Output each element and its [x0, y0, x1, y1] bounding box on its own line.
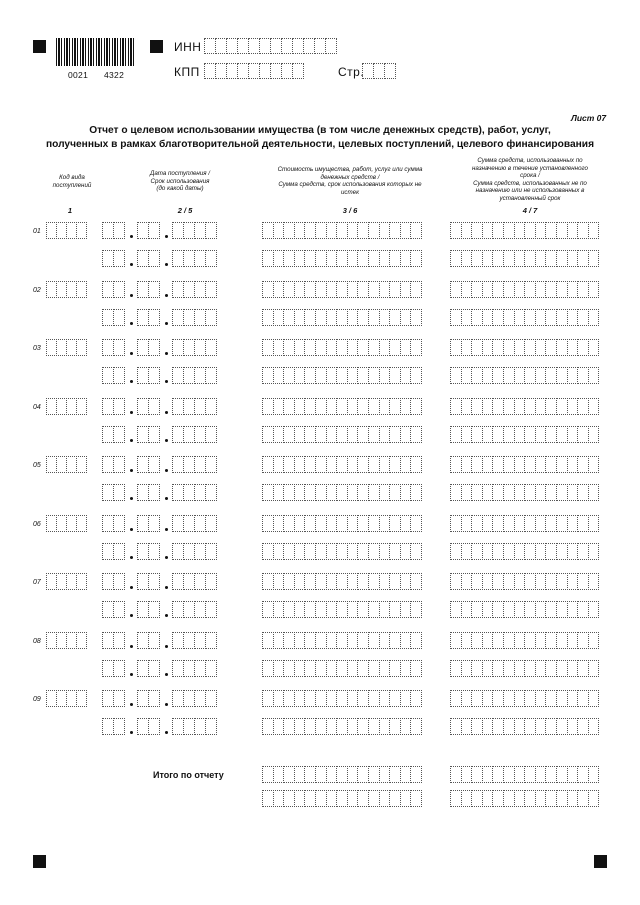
comb-cell[interactable]	[113, 660, 125, 677]
amount-field-col3[interactable]	[262, 632, 421, 649]
date-separator-dot	[165, 731, 168, 734]
comb-cell[interactable]	[148, 367, 160, 384]
date-day-field[interactable]	[102, 309, 124, 326]
comb-cell[interactable]	[588, 543, 600, 560]
amount-field-col4[interactable]	[450, 309, 598, 326]
comb-cell[interactable]	[410, 515, 422, 532]
comb-cell[interactable]	[410, 426, 422, 443]
column-number-3: 3 / 6	[342, 206, 358, 215]
total-label: Итого по отчету	[153, 770, 224, 780]
date-separator-dot	[165, 673, 168, 676]
amount-field-col3[interactable]	[262, 690, 421, 707]
comb-cell[interactable]	[588, 484, 600, 501]
amount-field-col4[interactable]	[450, 718, 598, 735]
date-month-field[interactable]	[137, 543, 159, 560]
amount-field-col3[interactable]	[262, 339, 421, 356]
column-number-4: 4 / 7	[522, 206, 538, 215]
date-month-field[interactable]	[137, 601, 159, 618]
date-month-field[interactable]	[137, 690, 159, 707]
date-day-field[interactable]	[102, 632, 124, 649]
amount-field-col3[interactable]	[262, 543, 421, 560]
comb-cell[interactable]	[410, 367, 422, 384]
sheet-title-line-1: Отчет о целевом использовании имущества (в том числе денежных средств), работ, услуг,	[89, 125, 551, 136]
comb-cell[interactable]	[113, 398, 125, 415]
date-separator-dot	[130, 469, 133, 472]
date-year-field[interactable]	[172, 367, 216, 384]
column-header-3: Стоимость имущества, работ, услуг или сумма денежных средств / Сумма средств, срок использования которых не истек	[277, 166, 423, 196]
date-day-field[interactable]	[102, 281, 124, 298]
amount-field-col3[interactable]	[262, 515, 421, 532]
comb-cell[interactable]	[410, 690, 422, 707]
amount-field-col4[interactable]	[450, 339, 598, 356]
amount-field-col3[interactable]	[262, 222, 421, 239]
comb-cell[interactable]	[148, 573, 160, 590]
date-separator-dot	[130, 528, 133, 531]
date-year-field[interactable]	[172, 632, 216, 649]
date-month-field[interactable]	[137, 632, 159, 649]
column-number-2: 2 / 5	[177, 206, 193, 215]
comb-cell[interactable]	[113, 309, 125, 326]
comb-cell[interactable]	[588, 601, 600, 618]
date-year-field[interactable]	[172, 339, 216, 356]
comb-cell[interactable]	[205, 515, 217, 532]
amount-field-col3[interactable]	[262, 484, 421, 501]
comb-cell[interactable]	[148, 339, 160, 356]
comb-cell[interactable]	[148, 398, 160, 415]
date-day-field[interactable]	[102, 222, 124, 239]
inn-label: ИНН	[174, 40, 202, 54]
date-day-field[interactable]	[102, 339, 124, 356]
comb-cell[interactable]	[205, 632, 217, 649]
comb-cell[interactable]	[205, 426, 217, 443]
date-month-field[interactable]	[137, 515, 159, 532]
date-day-field[interactable]	[102, 515, 124, 532]
comb-cell[interactable]	[148, 660, 160, 677]
date-month-field[interactable]	[137, 309, 159, 326]
comb-cell[interactable]	[113, 281, 125, 298]
date-year-field[interactable]	[172, 573, 216, 590]
date-day-field[interactable]	[102, 456, 124, 473]
comb-cell[interactable]	[588, 718, 600, 735]
comb-cell[interactable]	[148, 601, 160, 618]
comb-cell[interactable]	[76, 398, 87, 415]
comb-cell[interactable]	[588, 660, 600, 677]
comb-cell[interactable]	[205, 543, 217, 560]
comb-cell[interactable]	[148, 632, 160, 649]
row-number-06: 06	[33, 520, 41, 528]
comb-cell[interactable]	[588, 339, 600, 356]
comb-cell[interactable]	[205, 690, 217, 707]
comb-cell[interactable]	[410, 660, 422, 677]
income-code-field-07[interactable]	[46, 573, 86, 590]
column-header-2: Дата поступления / Срок использования (до какой даты)	[149, 170, 211, 192]
comb-cell[interactable]	[384, 63, 396, 79]
comb-cell[interactable]	[588, 281, 600, 298]
date-month-field[interactable]	[137, 398, 159, 415]
row-number-09: 09	[33, 696, 41, 703]
date-separator-dot	[165, 235, 168, 238]
income-code-field-03[interactable]	[46, 339, 86, 356]
comb-cell[interactable]	[148, 484, 160, 501]
comb-cell[interactable]	[76, 573, 87, 590]
row-number-04: 04	[33, 403, 41, 411]
date-separator-dot	[165, 380, 168, 383]
sheet-title-line-2: полученных в рамках благотворительной деятельности, целевых поступлений, целевого финансирования	[45, 138, 595, 150]
comb-cell[interactable]	[410, 718, 422, 735]
comb-cell[interactable]	[410, 766, 422, 783]
comb-cell[interactable]	[148, 543, 160, 560]
date-day-field[interactable]	[102, 426, 124, 443]
comb-cell[interactable]	[76, 222, 87, 239]
comb-cell[interactable]	[205, 398, 217, 415]
sheet-title	[20, 124, 620, 151]
corner-marker-top-left	[33, 40, 46, 53]
comb-cell[interactable]	[148, 309, 160, 326]
comb-cell[interactable]	[113, 632, 125, 649]
date-year-field[interactable]	[172, 250, 216, 267]
comb-cell[interactable]	[588, 456, 600, 473]
comb-cell[interactable]	[588, 222, 600, 239]
amount-field-col3[interactable]	[262, 426, 421, 443]
page-number-field[interactable]	[362, 63, 395, 79]
date-separator-dot	[130, 439, 133, 442]
comb-cell[interactable]	[588, 398, 600, 415]
date-day-field[interactable]	[102, 398, 124, 415]
date-separator-dot	[165, 439, 168, 442]
amount-field-col3[interactable]	[262, 281, 421, 298]
row-number-07: 07	[33, 579, 41, 586]
comb-cell[interactable]	[76, 632, 87, 649]
comb-cell[interactable]	[113, 456, 125, 473]
comb-cell[interactable]	[113, 718, 125, 735]
comb-cell[interactable]	[113, 426, 125, 443]
date-day-field[interactable]	[102, 601, 124, 618]
total-amount-col3[interactable]	[262, 766, 421, 783]
comb-cell[interactable]	[588, 766, 600, 783]
comb-cell[interactable]	[588, 632, 600, 649]
comb-cell[interactable]	[205, 250, 217, 267]
row-number-03: 03	[33, 345, 41, 352]
income-code-field-02[interactable]	[46, 281, 86, 298]
date-separator-dot	[165, 528, 168, 531]
date-separator-dot	[130, 263, 133, 266]
amount-field-col3[interactable]	[262, 398, 421, 415]
date-month-field[interactable]	[137, 660, 159, 677]
income-code-field-04[interactable]	[46, 398, 86, 415]
date-day-field[interactable]	[102, 718, 124, 735]
comb-cell[interactable]	[148, 690, 160, 707]
amount-field-col3[interactable]	[262, 456, 421, 473]
comb-cell[interactable]	[410, 543, 422, 560]
date-separator-dot	[130, 614, 133, 617]
amount-field-col4[interactable]	[450, 484, 598, 501]
date-year-field[interactable]	[172, 690, 216, 707]
date-year-field[interactable]	[172, 426, 216, 443]
comb-cell[interactable]	[205, 367, 217, 384]
date-month-field[interactable]	[137, 367, 159, 384]
comb-cell[interactable]	[205, 281, 217, 298]
barcode-number-right: 4322	[104, 70, 125, 80]
date-day-field[interactable]	[102, 660, 124, 677]
date-month-field[interactable]	[137, 250, 159, 267]
comb-cell[interactable]	[76, 339, 87, 356]
date-month-field[interactable]	[137, 222, 159, 239]
comb-cell[interactable]	[113, 367, 125, 384]
date-year-field[interactable]	[172, 660, 216, 677]
comb-cell[interactable]	[205, 309, 217, 326]
comb-cell[interactable]	[76, 456, 87, 473]
date-separator-dot	[130, 731, 133, 734]
comb-cell[interactable]	[148, 281, 160, 298]
amount-field-col4[interactable]	[450, 515, 598, 532]
amount-field-col3[interactable]	[262, 660, 421, 677]
comb-cell[interactable]	[113, 543, 125, 560]
amount-field-col4[interactable]	[450, 456, 598, 473]
date-separator-dot	[165, 586, 168, 589]
total-amount-col4[interactable]	[450, 766, 598, 783]
comb-cell[interactable]	[588, 790, 600, 807]
amount-field-col3[interactable]	[262, 309, 421, 326]
income-code-field-09[interactable]	[46, 690, 86, 707]
comb-cell[interactable]	[113, 601, 125, 618]
comb-cell[interactable]	[410, 309, 422, 326]
amount-field-col4[interactable]	[450, 690, 598, 707]
comb-cell[interactable]	[588, 690, 600, 707]
comb-cell[interactable]	[410, 601, 422, 618]
date-separator-dot	[165, 294, 168, 297]
amount-field-col4[interactable]	[450, 367, 598, 384]
date-year-field[interactable]	[172, 456, 216, 473]
comb-cell[interactable]	[410, 484, 422, 501]
date-separator-dot	[130, 235, 133, 238]
date-day-field[interactable]	[102, 573, 124, 590]
comb-cell[interactable]	[325, 38, 337, 54]
date-day-field[interactable]	[102, 690, 124, 707]
comb-cell[interactable]	[588, 515, 600, 532]
column-header-1: Код вида поступлений	[52, 174, 92, 189]
comb-cell[interactable]	[205, 573, 217, 590]
amount-field-col4[interactable]	[450, 660, 598, 677]
date-separator-dot	[130, 645, 133, 648]
total-amount-col4[interactable]	[450, 790, 598, 807]
comb-cell[interactable]	[410, 632, 422, 649]
comb-cell[interactable]	[205, 484, 217, 501]
date-separator-dot	[165, 263, 168, 266]
comb-cell[interactable]	[410, 790, 422, 807]
date-day-field[interactable]	[102, 543, 124, 560]
comb-cell[interactable]	[410, 250, 422, 267]
amount-field-col3[interactable]	[262, 250, 421, 267]
date-month-field[interactable]	[137, 573, 159, 590]
amount-field-col3[interactable]	[262, 573, 421, 590]
comb-cell[interactable]	[76, 281, 87, 298]
corner-marker-bottom-left	[33, 855, 46, 868]
date-separator-dot	[130, 322, 133, 325]
date-month-field[interactable]	[137, 484, 159, 501]
date-separator-dot	[165, 703, 168, 706]
comb-cell[interactable]	[410, 281, 422, 298]
date-month-field[interactable]	[137, 339, 159, 356]
comb-cell[interactable]	[205, 718, 217, 735]
comb-cell[interactable]	[410, 573, 422, 590]
date-year-field[interactable]	[172, 543, 216, 560]
income-code-field-06[interactable]	[46, 515, 86, 532]
date-separator-dot	[130, 703, 133, 706]
comb-cell[interactable]	[113, 250, 125, 267]
comb-cell[interactable]	[205, 601, 217, 618]
comb-cell[interactable]	[148, 222, 160, 239]
comb-cell[interactable]	[113, 690, 125, 707]
comb-cell[interactable]	[148, 515, 160, 532]
comb-cell[interactable]	[113, 573, 125, 590]
date-day-field[interactable]	[102, 484, 124, 501]
comb-cell[interactable]	[205, 222, 217, 239]
row-number-01: 01	[33, 228, 41, 235]
column-header-4: Сумма средств, использованных по назначению в течение установленного срока / Сумма средств, использованных не по назначению или не использованных в установленный срок	[472, 157, 588, 202]
amount-field-col3[interactable]	[262, 601, 421, 618]
comb-cell[interactable]	[148, 456, 160, 473]
barcode	[56, 38, 134, 66]
comb-cell[interactable]	[113, 484, 125, 501]
amount-field-col4[interactable]	[450, 543, 598, 560]
column-number-1: 1	[67, 206, 73, 215]
amount-field-col4[interactable]	[450, 601, 598, 618]
kpp-field[interactable]	[204, 63, 303, 79]
row-number-08: 08	[33, 637, 41, 645]
comb-cell[interactable]	[410, 222, 422, 239]
date-month-field[interactable]	[137, 718, 159, 735]
amount-field-col4[interactable]	[450, 398, 598, 415]
date-day-field[interactable]	[102, 250, 124, 267]
date-month-field[interactable]	[137, 456, 159, 473]
row-number-02: 02	[33, 286, 41, 294]
comb-cell[interactable]	[113, 222, 125, 239]
comb-cell[interactable]	[205, 456, 217, 473]
comb-cell[interactable]	[113, 339, 125, 356]
comb-cell[interactable]	[148, 250, 160, 267]
comb-cell[interactable]	[588, 250, 600, 267]
date-separator-dot	[165, 556, 168, 559]
amount-field-col3[interactable]	[262, 718, 421, 735]
comb-cell[interactable]	[410, 456, 422, 473]
amount-field-col4[interactable]	[450, 222, 598, 239]
date-month-field[interactable]	[137, 281, 159, 298]
date-year-field[interactable]	[172, 309, 216, 326]
date-separator-dot	[130, 411, 133, 414]
comb-cell[interactable]	[76, 690, 87, 707]
inn-field[interactable]	[204, 38, 336, 54]
amount-field-col4[interactable]	[450, 426, 598, 443]
comb-cell[interactable]	[588, 426, 600, 443]
comb-cell[interactable]	[410, 398, 422, 415]
date-separator-dot	[130, 352, 133, 355]
comb-cell[interactable]	[588, 573, 600, 590]
date-year-field[interactable]	[172, 484, 216, 501]
date-separator-dot	[130, 380, 133, 383]
income-code-field-08[interactable]	[46, 632, 86, 649]
amount-field-col4[interactable]	[450, 573, 598, 590]
page-label: Стр.	[338, 65, 365, 79]
amount-field-col4[interactable]	[450, 281, 598, 298]
sheet-number: Лист 07	[571, 113, 607, 123]
comb-cell[interactable]	[205, 339, 217, 356]
income-code-field-01[interactable]	[46, 222, 86, 239]
date-separator-dot	[165, 645, 168, 648]
row-number-05: 05	[33, 462, 41, 469]
date-separator-dot	[165, 469, 168, 472]
date-year-field[interactable]	[172, 281, 216, 298]
date-separator-dot	[165, 352, 168, 355]
barcode-number-left: 0021	[68, 70, 89, 80]
date-separator-dot	[130, 497, 133, 500]
comb-cell[interactable]	[588, 309, 600, 326]
date-separator-dot	[130, 586, 133, 589]
date-separator-dot	[130, 294, 133, 297]
date-year-field[interactable]	[172, 515, 216, 532]
corner-marker-bottom-right	[594, 855, 607, 868]
amount-field-col4[interactable]	[450, 250, 598, 267]
date-separator-dot	[165, 322, 168, 325]
comb-cell[interactable]	[148, 718, 160, 735]
date-month-field[interactable]	[137, 426, 159, 443]
comb-cell[interactable]	[148, 426, 160, 443]
income-code-field-05[interactable]	[46, 456, 86, 473]
date-year-field[interactable]	[172, 398, 216, 415]
date-day-field[interactable]	[102, 367, 124, 384]
date-year-field[interactable]	[172, 601, 216, 618]
date-year-field[interactable]	[172, 222, 216, 239]
date-separator-dot	[165, 497, 168, 500]
comb-cell[interactable]	[588, 367, 600, 384]
comb-cell[interactable]	[205, 660, 217, 677]
comb-cell[interactable]	[76, 515, 87, 532]
total-amount-col3[interactable]	[262, 790, 421, 807]
date-separator-dot	[165, 411, 168, 414]
date-separator-dot	[130, 556, 133, 559]
amount-field-col3[interactable]	[262, 367, 421, 384]
kpp-label: КПП	[174, 65, 200, 79]
date-separator-dot	[165, 614, 168, 617]
comb-cell[interactable]	[113, 515, 125, 532]
date-year-field[interactable]	[172, 718, 216, 735]
corner-marker-top-mid	[150, 40, 163, 53]
comb-cell[interactable]	[410, 339, 422, 356]
amount-field-col4[interactable]	[450, 632, 598, 649]
comb-cell[interactable]	[292, 63, 304, 79]
date-separator-dot	[130, 673, 133, 676]
